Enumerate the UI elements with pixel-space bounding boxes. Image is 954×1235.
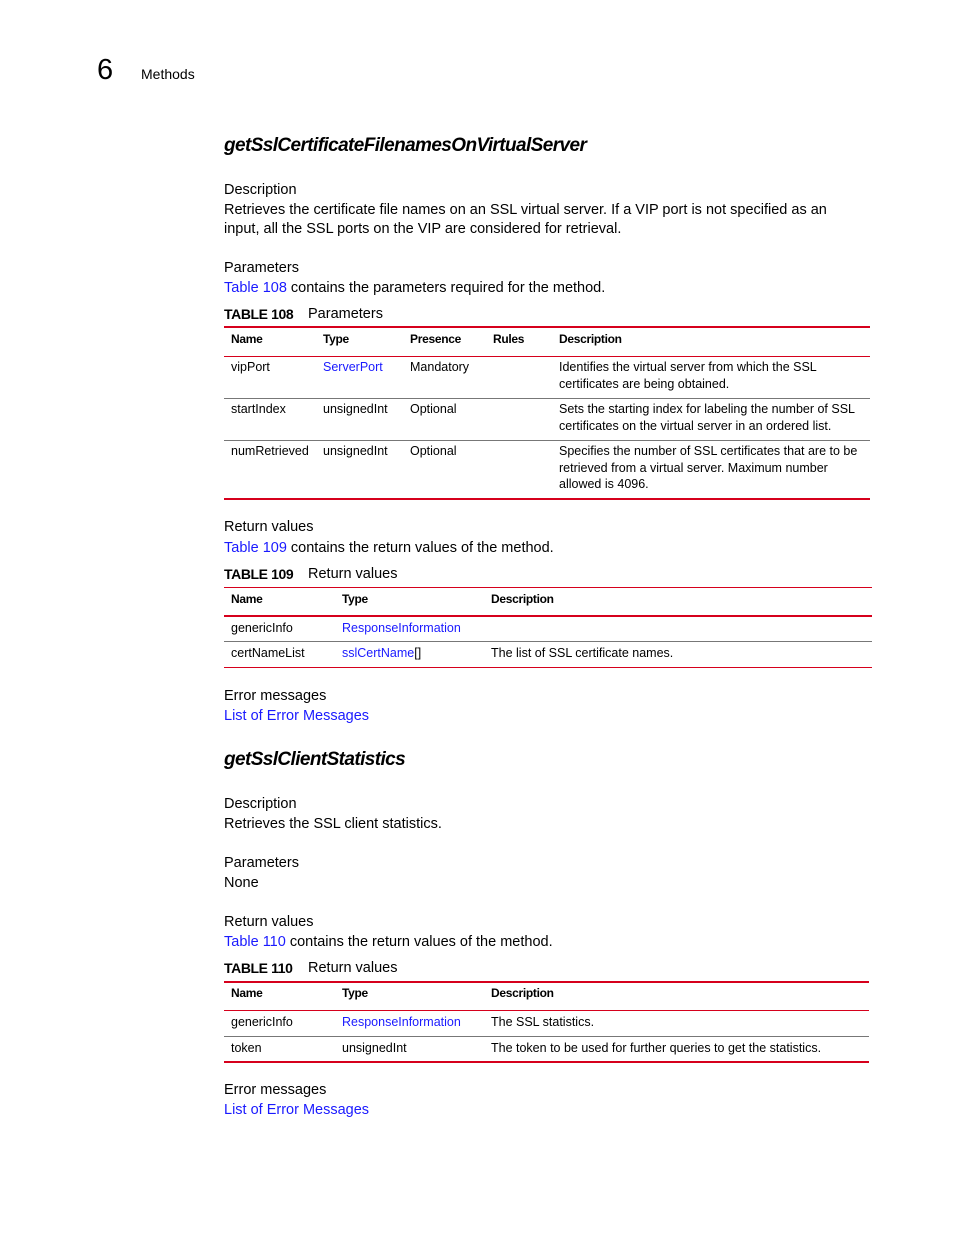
chapter-title: Methods [141, 66, 195, 82]
table-cell: unsignedInt [342, 1041, 407, 1055]
table-cell [342, 645, 421, 662]
table-110-link[interactable]: Table 110 [224, 934, 286, 950]
responseinformation-type-link[interactable]: ResponseInformation [342, 1015, 461, 1029]
section-title-getsslcertificatefilenames: getSslCertificateFilenamesOnVirtualServer [224, 135, 587, 156]
parameters-reference-text: contains the parameters required for the method. [286, 280, 606, 296]
table-cell: numRetrieved [231, 444, 309, 458]
list-of-error-messages-link[interactable]: List of Error Messages [224, 708, 370, 724]
sslcertname-type-link[interactable]: sslCertName [342, 646, 415, 660]
table-title: Return values [308, 566, 398, 582]
table-cell: Mandatory [410, 360, 470, 374]
return-values-reference [224, 933, 864, 952]
return-reference-text: contains the return values of the method. [286, 540, 554, 556]
table-cell: Identifies the virtual server from which the SSL certificates are being obtained. [559, 360, 817, 391]
description-text: Retrieves the certificate file names on an SSL virtual server. If a VIP port is not specified as an input, all the SSL ports on the VIP are considered for retrieval. [224, 202, 827, 237]
column-header: Type [342, 986, 368, 1000]
table-label: TABLE 108 [224, 306, 294, 322]
table-cell: vipPort [231, 360, 270, 374]
column-header: Name [231, 986, 263, 1000]
responseinformation-type-link[interactable]: ResponseInformation [342, 621, 461, 635]
table-109-link[interactable]: Table 109 [224, 540, 287, 556]
table-cell: Specifies the number of SSL certificates that are to be retrieved from a virtual server. Maximum number allowed is 4096. [559, 444, 858, 491]
return-values-reference [224, 539, 864, 558]
table-cell: certNameList [231, 646, 305, 660]
description-heading: Description [224, 796, 297, 812]
column-header: Presence [410, 332, 461, 346]
table-cell: token [231, 1041, 262, 1055]
table-cell: unsignedInt [323, 402, 388, 416]
table-title: Return values [308, 960, 398, 976]
table-108-link[interactable]: Table 108 [224, 280, 287, 296]
table-cell: Optional [410, 402, 457, 416]
table-cell [342, 620, 461, 637]
return-reference-text: contains the return values of the method. [285, 934, 553, 950]
chapter-number: 6 [97, 54, 114, 86]
table-cell: startIndex [231, 402, 286, 416]
column-header: Type [323, 332, 349, 346]
column-header: Description [491, 986, 554, 1000]
column-header: Rules [493, 332, 525, 346]
table-label: TABLE 109 [224, 566, 294, 582]
parameters-heading: Parameters [224, 260, 299, 276]
description-text: Retrieves the SSL client statistics. [224, 816, 442, 832]
error-messages-heading: Error messages [224, 688, 327, 704]
table-109-caption [224, 565, 398, 584]
error-messages-heading: Error messages [224, 1082, 327, 1098]
table-cell: Sets the starting index for labeling the number of SSL certificates on the virtual server in an ordered list. [559, 402, 855, 433]
parameters-reference [224, 279, 864, 298]
column-header: Name [231, 592, 263, 606]
table-108-caption [224, 305, 383, 324]
section-title-getsslclientstatistics: getSslClientStatistics [224, 749, 406, 770]
table-cell: The SSL statistics. [491, 1015, 595, 1029]
serverport-type-link[interactable]: ServerPort [323, 360, 383, 374]
type-suffix: [] [414, 646, 422, 660]
table-cell: Optional [410, 444, 457, 458]
table-cell: unsignedInt [323, 444, 388, 458]
table-cell: The token to be used for further queries to get the statistics. [491, 1041, 822, 1055]
table-cell: The list of SSL certificate names. [491, 646, 674, 660]
table-cell: genericInfo [231, 621, 293, 635]
table-title: Parameters [308, 306, 383, 322]
description-heading: Description [224, 182, 297, 198]
parameters-heading: Parameters [224, 855, 299, 871]
return-values-heading: Return values [224, 519, 314, 535]
table-cell: genericInfo [231, 1015, 293, 1029]
column-header: Description [559, 332, 622, 346]
list-of-error-messages-link[interactable]: List of Error Messages [224, 1102, 370, 1118]
column-header: Type [342, 592, 368, 606]
table-110-caption [224, 959, 398, 978]
column-header: Description [491, 592, 554, 606]
table-label: TABLE 110 [224, 960, 293, 976]
parameters-text: None [224, 875, 259, 891]
return-values-heading: Return values [224, 914, 314, 930]
column-header: Name [231, 332, 263, 346]
